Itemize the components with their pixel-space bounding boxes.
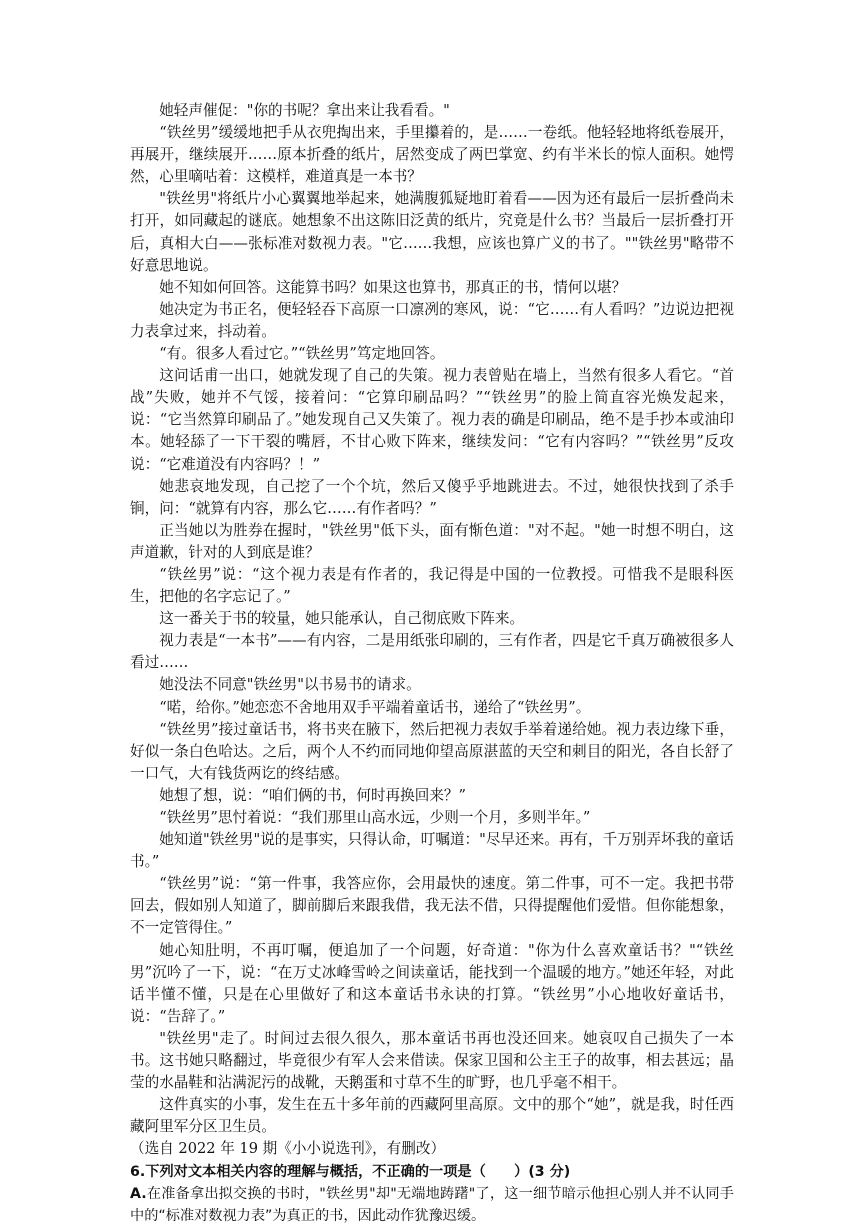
- paragraph-8: 她悲哀地发现，自己挖了一个个坑，然后又傻乎乎地跳进去。不过，她很快找到了杀手锏，问：“就算有内容，那么它……有作者吗？”: [130, 477, 734, 517]
- paragraph-19: “铁丝男”说：“第一件事，我答应你，会用最快的速度。第二件事，可不一定。我把书带回去，假如别人知道了，脚前脚后来跟我借，我无法不借，只得提醒他们爱惜。但你能想象，不一定管得住。”: [130, 875, 734, 937]
- paragraph-2: “铁丝男”缓缓地把手从衣兜掏出来，手里攥着的，是……一卷纸。他轻轻地将纸卷展开，再展开，继续展开……原本折叠的纸片，居然变成了两巴掌宽、约有半米长的惊人面积。她愕然，心里嘀咕着：这模样，难道真是一本书？: [130, 124, 734, 186]
- paragraph-11: 这一番关于书的较量，她只能承认，自己彻底败下阵来。: [159, 610, 525, 628]
- paragraph-21: "铁丝男"走了。时间过去很久很久，那本童话书再也没还回来。她哀叹自己损失了一本书。这书她只略翻过，毕竟很少有军人会来借读。保家卫国和公主王子的故事，相去甚远；晶莹的水晶鞋和沾满泥污的战靴，天鹅蛋和寸草不生的旷野，也几乎毫不相干。: [130, 1029, 734, 1092]
- source-citation: （选自 2022 年 19 期《小小说选刊》，有删改）: [130, 1140, 446, 1158]
- paragraph-5: 她决定为书正名，便轻轻吞下高原一口凛冽的寒风，说：“它……有人看吗？”边说边把视力表拿过来，抖动着。: [130, 300, 734, 340]
- option-a-label: A.: [130, 1185, 147, 1202]
- paragraph-22: 这件真实的小事，发生在五十多年前的西藏阿里高原。文中的那个“她”，就是我，时任西藏阿里军分区卫生员。: [130, 1096, 734, 1136]
- paragraph-9: 正当她以为胜券在握时，"铁丝男"低下头，面有惭色道："对不起。"她一时想不明白，这声道歉，针对的人到底是谁？: [130, 521, 734, 561]
- paragraph-3: "铁丝男"将纸片小心翼翼地举起来，她满腹狐疑地盯着看——因为还有最后一层折叠尚未打开，如同藏起的谜底。她想象不出这陈旧泛黄的纸片，究竟是什么书？当最后一层折叠打开后，真相大白——张标准对数视力表。"它……我想，应该也算广义的书了。""铁丝男"略带不好意思地说。: [130, 190, 734, 274]
- paragraph-16: 她想了想，说：“咱们俩的书，何时再换回来？”: [159, 786, 466, 804]
- paragraph-15: “铁丝男”接过童话书，将书夹在腋下，然后把视力表奴手举着递给她。视力表边缘下垂，好似一条白色哈达。之后，两个人不约而同地仰望高原湛蓝的天空和刺目的阳光，各自长舒了一口气，大有钱货两讫的终结感。: [130, 720, 734, 782]
- paragraph-12: 视力表是“一本书”——有内容，二是用纸张印刷的，三有作者，四是它千真万确被很多人看过……: [130, 632, 734, 672]
- paragraph-7: 这问话甫一出口，她就发现了自己的失策。视力表曾贴在墙上，当然有很多人看它。“首战”失败，她并不气馁，接着问：“它算印刷品吗？”“铁丝男”的脸上简直容光焕发起来，说：“它当然算印刷品了。”她发现自己又失策了。视力表的确是印刷品，绝不是手抄本或油印本。她轻舔了一下干裂的嘴唇，不甘心败下阵来，继续发问：“它有内容吗？”“铁丝男”反攻说：“它难道没有内容吗？！”: [130, 367, 734, 473]
- document-body: [130, 100, 734, 1227]
- option-a-text: 在准备拿出拟交换的书时，"铁丝男"却"无端地踌躇"了，这一细节暗示他担心别人并不认同手中的“标准对数视力表”为真正的书，因此动作犹豫迟缓。: [130, 1185, 734, 1224]
- option-a: [130, 1183, 734, 1227]
- paragraph-6: “有。很多人看过它。”“铁丝男”笃定地回答。: [159, 345, 445, 363]
- paragraph-13: 她没法不同意"铁丝男"以书易书的请求。: [159, 676, 421, 694]
- paragraph-10: “铁丝男”说：“这个视力表是有作者的，我记得是中国的一位教授。可惜我不是眼科医生，把他的名字忘记了。”: [130, 565, 734, 606]
- question-6: 6.下列对文本相关内容的理解与概括，不正确的一项是（ ）(3 分): [130, 1163, 571, 1180]
- paragraph-1: 她轻声催促："你的书呢？拿出来让我看看。": [159, 102, 450, 119]
- paragraph-4: 她不知如何回答。这能算书吗？如果这也算书，那真正的书，情何以堪？: [159, 278, 627, 296]
- paragraph-20: 她心知肚明，不再叮嘱，便追加了一个问题，好奇道："你为什么喜欢童话书？"“铁丝男”沉吟了一下，说：“在万丈冰峰雪岭之间读童话，能找到一个温暖的地方。”她还年轻，对此话半懂不懂，只是在心里做好了和这本童话书永诀的打算。“铁丝男”小心地收好童话书，说：“告辞了。”: [130, 941, 734, 1025]
- paragraph-14: “喏，给你。”她恋恋不舍地用双手平端着童话书，递给了“铁丝男”。: [159, 698, 591, 716]
- paragraph-17: “铁丝男”思忖着说：“我们那里山高水远，少则一个月，多则半年。”: [159, 809, 591, 826]
- paragraph-18: 她知道"铁丝男"说的是事实，只得认命，叮嘱道："尽早还来。再有，千万别弄坏我的童话书。”: [130, 831, 734, 871]
